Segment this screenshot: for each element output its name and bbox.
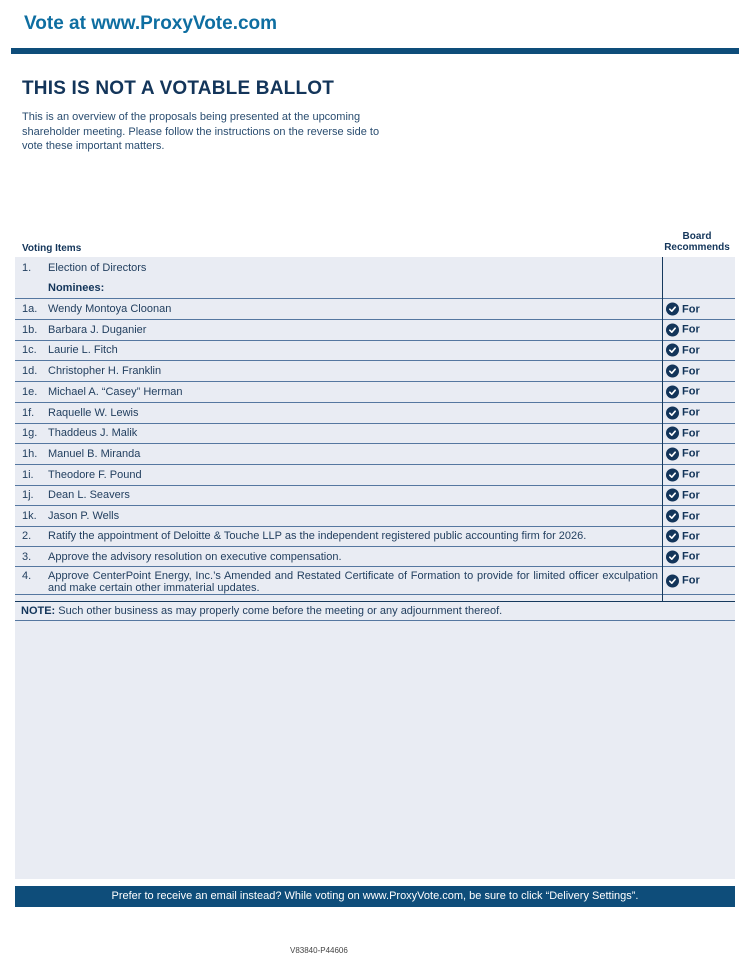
proposal-row [15, 567, 735, 595]
checkmark-icon [666, 530, 679, 543]
board-recommendation [666, 489, 700, 502]
nominee-row [15, 320, 735, 341]
item-number: 1. [22, 262, 32, 274]
delivery-settings-banner: Prefer to receive an email instead? While voting on www.ProxyVote.com, be sure to click “Delivery Settings”. [15, 886, 735, 907]
item-number: 1b. [22, 323, 38, 336]
nominee-row [15, 299, 735, 320]
voting-items-header: Voting Items [22, 243, 82, 254]
nominees-label: Nominees: [48, 282, 105, 294]
recommendation-label: For [682, 510, 700, 522]
board-header-line2: Recommends [664, 242, 730, 253]
item-number: 3. [22, 550, 32, 563]
item-description: Ratify the appointment of Deloitte & Touche LLP as the independent registered public accounting firm for 2026. [48, 530, 587, 542]
nominee-row [15, 403, 735, 424]
item-description: Manuel B. Miranda [48, 447, 141, 460]
recommendation-label: For [682, 344, 700, 357]
board-recommendation [666, 530, 700, 543]
board-recommendation [666, 427, 700, 440]
item-description: Wendy Montoya Cloonan [48, 303, 172, 315]
recommendation-label: For [682, 323, 700, 336]
recommendation-label: For [682, 574, 700, 587]
header-divider [11, 48, 739, 54]
item-description: Michael A. “Casey” Herman [48, 385, 183, 398]
nominees-label-row [15, 278, 735, 299]
board-recommends-header [660, 231, 734, 253]
recommendation-label: For [682, 365, 700, 378]
item-description: Laurie L. Fitch [48, 344, 118, 357]
nominee-row [15, 423, 735, 444]
board-recommendation [666, 406, 700, 419]
checkmark-icon [666, 427, 679, 440]
board-recommendation [666, 303, 700, 316]
item-description: Approve the advisory resolution on executive compensation. [48, 550, 342, 563]
checkmark-icon [666, 574, 679, 587]
nominee-row [15, 382, 735, 403]
board-recommendation [666, 365, 700, 378]
recommendation-column-divider [662, 257, 663, 601]
item-number: 1c. [22, 344, 37, 357]
item-number: 1a. [22, 303, 38, 315]
board-recommendation [666, 574, 700, 587]
document-code: V83840-P44606 [290, 946, 348, 955]
item-number: 4. [22, 570, 32, 582]
item-description: Christopher H. Franklin [48, 365, 162, 378]
recommendation-label: For [682, 406, 700, 419]
election-row [15, 258, 735, 278]
checkmark-icon [666, 510, 679, 523]
header-title: Vote at www.ProxyVote.com [24, 13, 278, 34]
board-recommendation [666, 323, 700, 336]
nominee-row [15, 485, 735, 506]
note-text: Such other business as may properly come before the meeting or any adjournment thereof. [55, 605, 503, 617]
item-description: Raquelle W. Lewis [48, 406, 139, 419]
board-recommendation [666, 344, 700, 357]
recommendation-label: For [682, 303, 700, 315]
note-label: NOTE: [21, 605, 56, 617]
item-description: Thaddeus J. Malik [48, 427, 138, 440]
item-description: Dean L. Seavers [48, 489, 130, 502]
nominee-row [15, 340, 735, 361]
checkmark-icon [666, 468, 679, 481]
item-description: Jason P. Wells [48, 510, 120, 522]
item-number: 1i. [22, 468, 34, 481]
recommendation-label: For [682, 489, 700, 502]
item-description: Election of Directors [48, 262, 147, 274]
note-row [15, 601, 735, 621]
item-description: Theodore F. Pound [48, 468, 142, 481]
item-description: Barbara J. Duganier [48, 323, 147, 336]
recommendation-label: For [682, 530, 700, 542]
proposal-row [15, 547, 735, 567]
ballot-intro: This is an overview of the proposals being presented at the upcoming shareholder meeting. Please follow the instructions on the reverse side to vote these important matters. [22, 111, 380, 152]
board-recommendation [666, 447, 700, 460]
checkmark-icon [666, 406, 679, 419]
board-recommendation [666, 385, 700, 398]
board-recommendation [666, 468, 700, 481]
checkmark-icon [666, 323, 679, 336]
checkmark-icon [666, 365, 679, 378]
checkmark-icon [666, 550, 679, 563]
item-number: 1e. [22, 385, 38, 398]
item-number: 1f. [22, 406, 35, 419]
recommendation-label: For [682, 385, 700, 398]
nominee-row [15, 506, 735, 527]
board-recommendation [666, 510, 700, 523]
item-number: 1j. [22, 489, 34, 502]
proposal-row [15, 526, 735, 547]
nominee-row [15, 361, 735, 382]
checkmark-icon [666, 344, 679, 357]
nominee-row [15, 444, 735, 465]
recommendation-label: For [682, 427, 700, 440]
item-number: 1g. [22, 427, 38, 440]
item-number: 1k. [22, 510, 37, 522]
recommendation-label: For [682, 447, 700, 460]
recommendation-label: For [682, 468, 700, 481]
checkmark-icon [666, 303, 679, 316]
nominee-row [15, 465, 735, 486]
item-number: 2. [22, 530, 32, 542]
item-number: 1d. [22, 365, 38, 378]
checkmark-icon [666, 385, 679, 398]
item-description: Approve CenterPoint Energy, Inc.’s Amended and Restated Certificate of Formation to provide for limited officer exculpation and make certain other immaterial updates. [48, 570, 658, 594]
item-number: 1h. [22, 447, 38, 460]
recommendation-label: For [682, 550, 700, 563]
checkmark-icon [666, 489, 679, 502]
ballot-heading: THIS IS NOT A VOTABLE BALLOT [22, 78, 335, 99]
checkmark-icon [666, 447, 679, 460]
board-recommendation [666, 550, 700, 563]
board-header-line1: Board [682, 231, 712, 242]
